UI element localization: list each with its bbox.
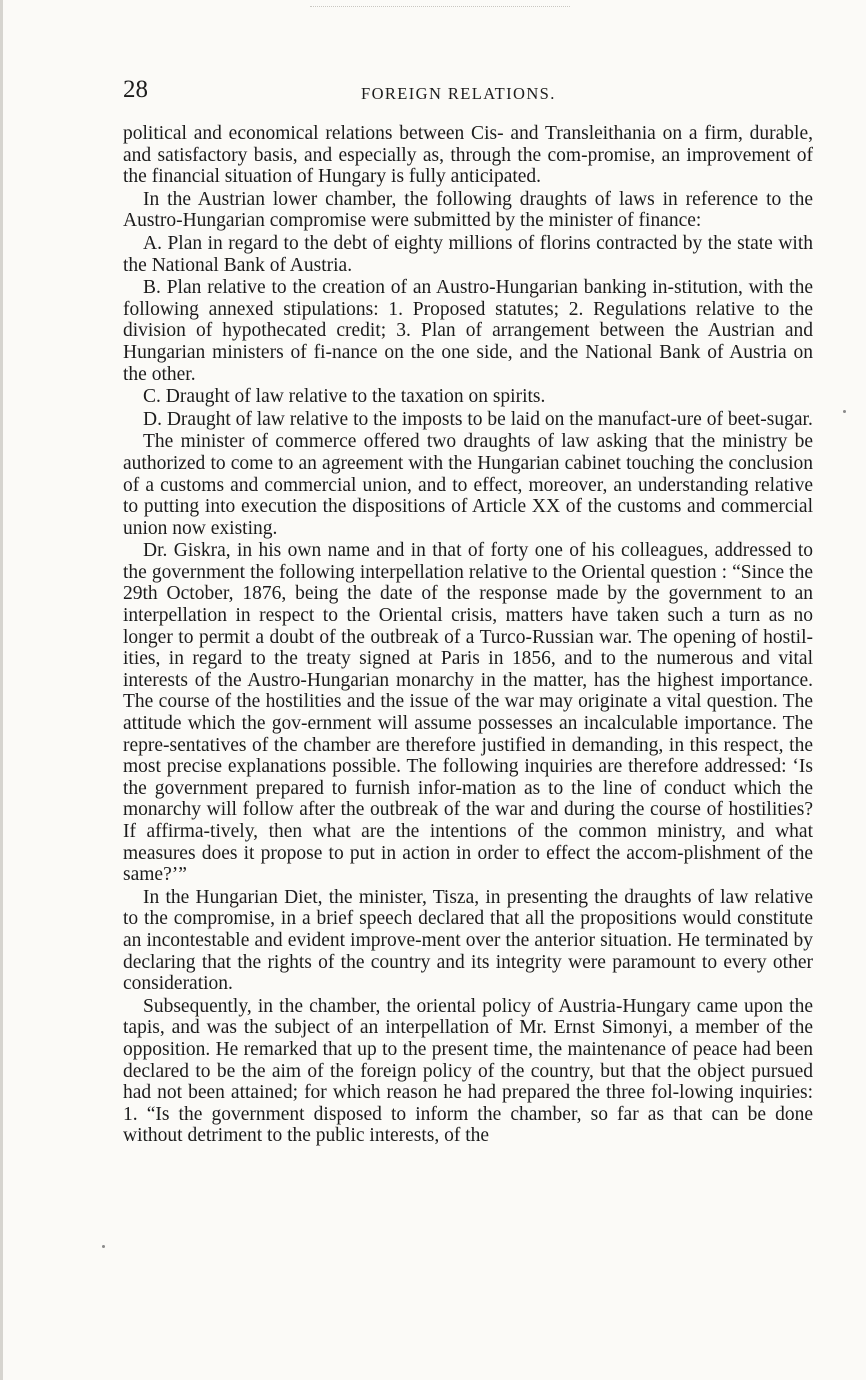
paragraph: The minister of commerce offered two draughts of law asking that the ministry be authorized to come to an agreement with the Hungarian cabinet touching the conclusion of a customs and commercial union, and to effect, moreover, an understanding relative to putting into execution the dispositions of Article XX of the customs and commercial union now existing.: [123, 431, 813, 539]
scan-edge: [0, 0, 3, 1380]
paragraph: Subsequently, in the chamber, the oriental policy of Austria-Hungary came upon the tapis, and was the subject of an interpellation of Mr. Ernst Simonyi, a member of the opposition. He remarked that up to the present time, the maintenance of peace had been declared to be the aim of the foreign policy of the country, but that the object pursued had not been attained; for which reason he had prepared the three fol-lowing inquiries: 1. “Is the government disposed to inform the chamber, so far as that can be done without detriment to the public interests, of the: [123, 995, 813, 1147]
list-item-b: B. Plan relative to the creation of an Austro-Hungarian banking in-stitution, with the following annexed stipulations: 1. Proposed statutes; 2. Regulations relative to the division of hypothecated credit; 3. Plan of arrangement between the Austrian and Hungarian ministers of fi-nance on the one side, and the National Bank of Austria on the other.: [123, 277, 813, 385]
running-head: FOREIGN RELATIONS.: [361, 84, 556, 103]
list-item-d: D. Draught of law relative to the imposts to be laid on the manufact-ure of beet-sugar.: [143, 408, 813, 430]
paragraph: Dr. Giskra, in his own name and in that of forty one of his colleagues, addressed to the government the following interpellation relative to the Oriental question : “Since the 29th October, 1876, being the date of the response made by the government to an interpellation in respect to the Oriental crisis, matters have taken such a turn as no longer to permit a doubt of the outbreak of a Turco-Russian war. The opening of hostil-ities, in regard to the treaty signed at Paris in 1856, and to the numerous and vital interests of the Austro-Hungarian monarchy in the matter, has the highest importance. The course of the hostilities and the issue of the war may originate a vital question. The attitude which the gov-ernment will assume possesses an incalculable importance. The repre-sentatives of the chamber are therefore justified in demanding, in this respect, the most precise explanations possible. The following inquiries are therefore addressed: ‘Is the government prepared to furnish infor-mation as to the line of conduct which the monarchy will follow after the outbreak of the war and during the course of hostilities? If affirma-tively, then what are the intentions of the common ministry, and what measures does it propose to put in action in order to effect the accom-plishment of the same?’”: [123, 540, 813, 886]
paragraph-continuation: political and economical relations between Cis- and Transleithania on a firm, durable, and satisfactory basis, and especially as, through the com-promise, an improvement of the financial situation of Hungary is fully anticipated.: [123, 123, 813, 188]
paragraph: In the Austrian lower chamber, the following draughts of laws in reference to the Austro-Hungarian compromise were submitted by the minister of finance:: [123, 188, 813, 232]
list-item-a: A. Plan in regard to the debt of eighty millions of florins contracted by the state with the National Bank of Austria.: [123, 232, 813, 276]
paragraph: In the Hungarian Diet, the minister, Tisza, in presenting the draughts of law relative to the compromise, in a brief speech declared that all the propositions would constitute an incontestable and evident improve-ment over the anterior situation. He terminated by declaring that the rights of the country and its integrity were paramount to every other consideration.: [123, 886, 813, 995]
body-text: [123, 123, 813, 1148]
page-header: [123, 76, 813, 112]
page-number: 28: [123, 76, 148, 103]
list-item-c: C. Draught of law relative to the taxation on spirits.: [143, 386, 546, 408]
scan-artifact: [310, 0, 570, 7]
scan-dot: [843, 410, 846, 413]
scan-dot: [102, 1245, 105, 1248]
